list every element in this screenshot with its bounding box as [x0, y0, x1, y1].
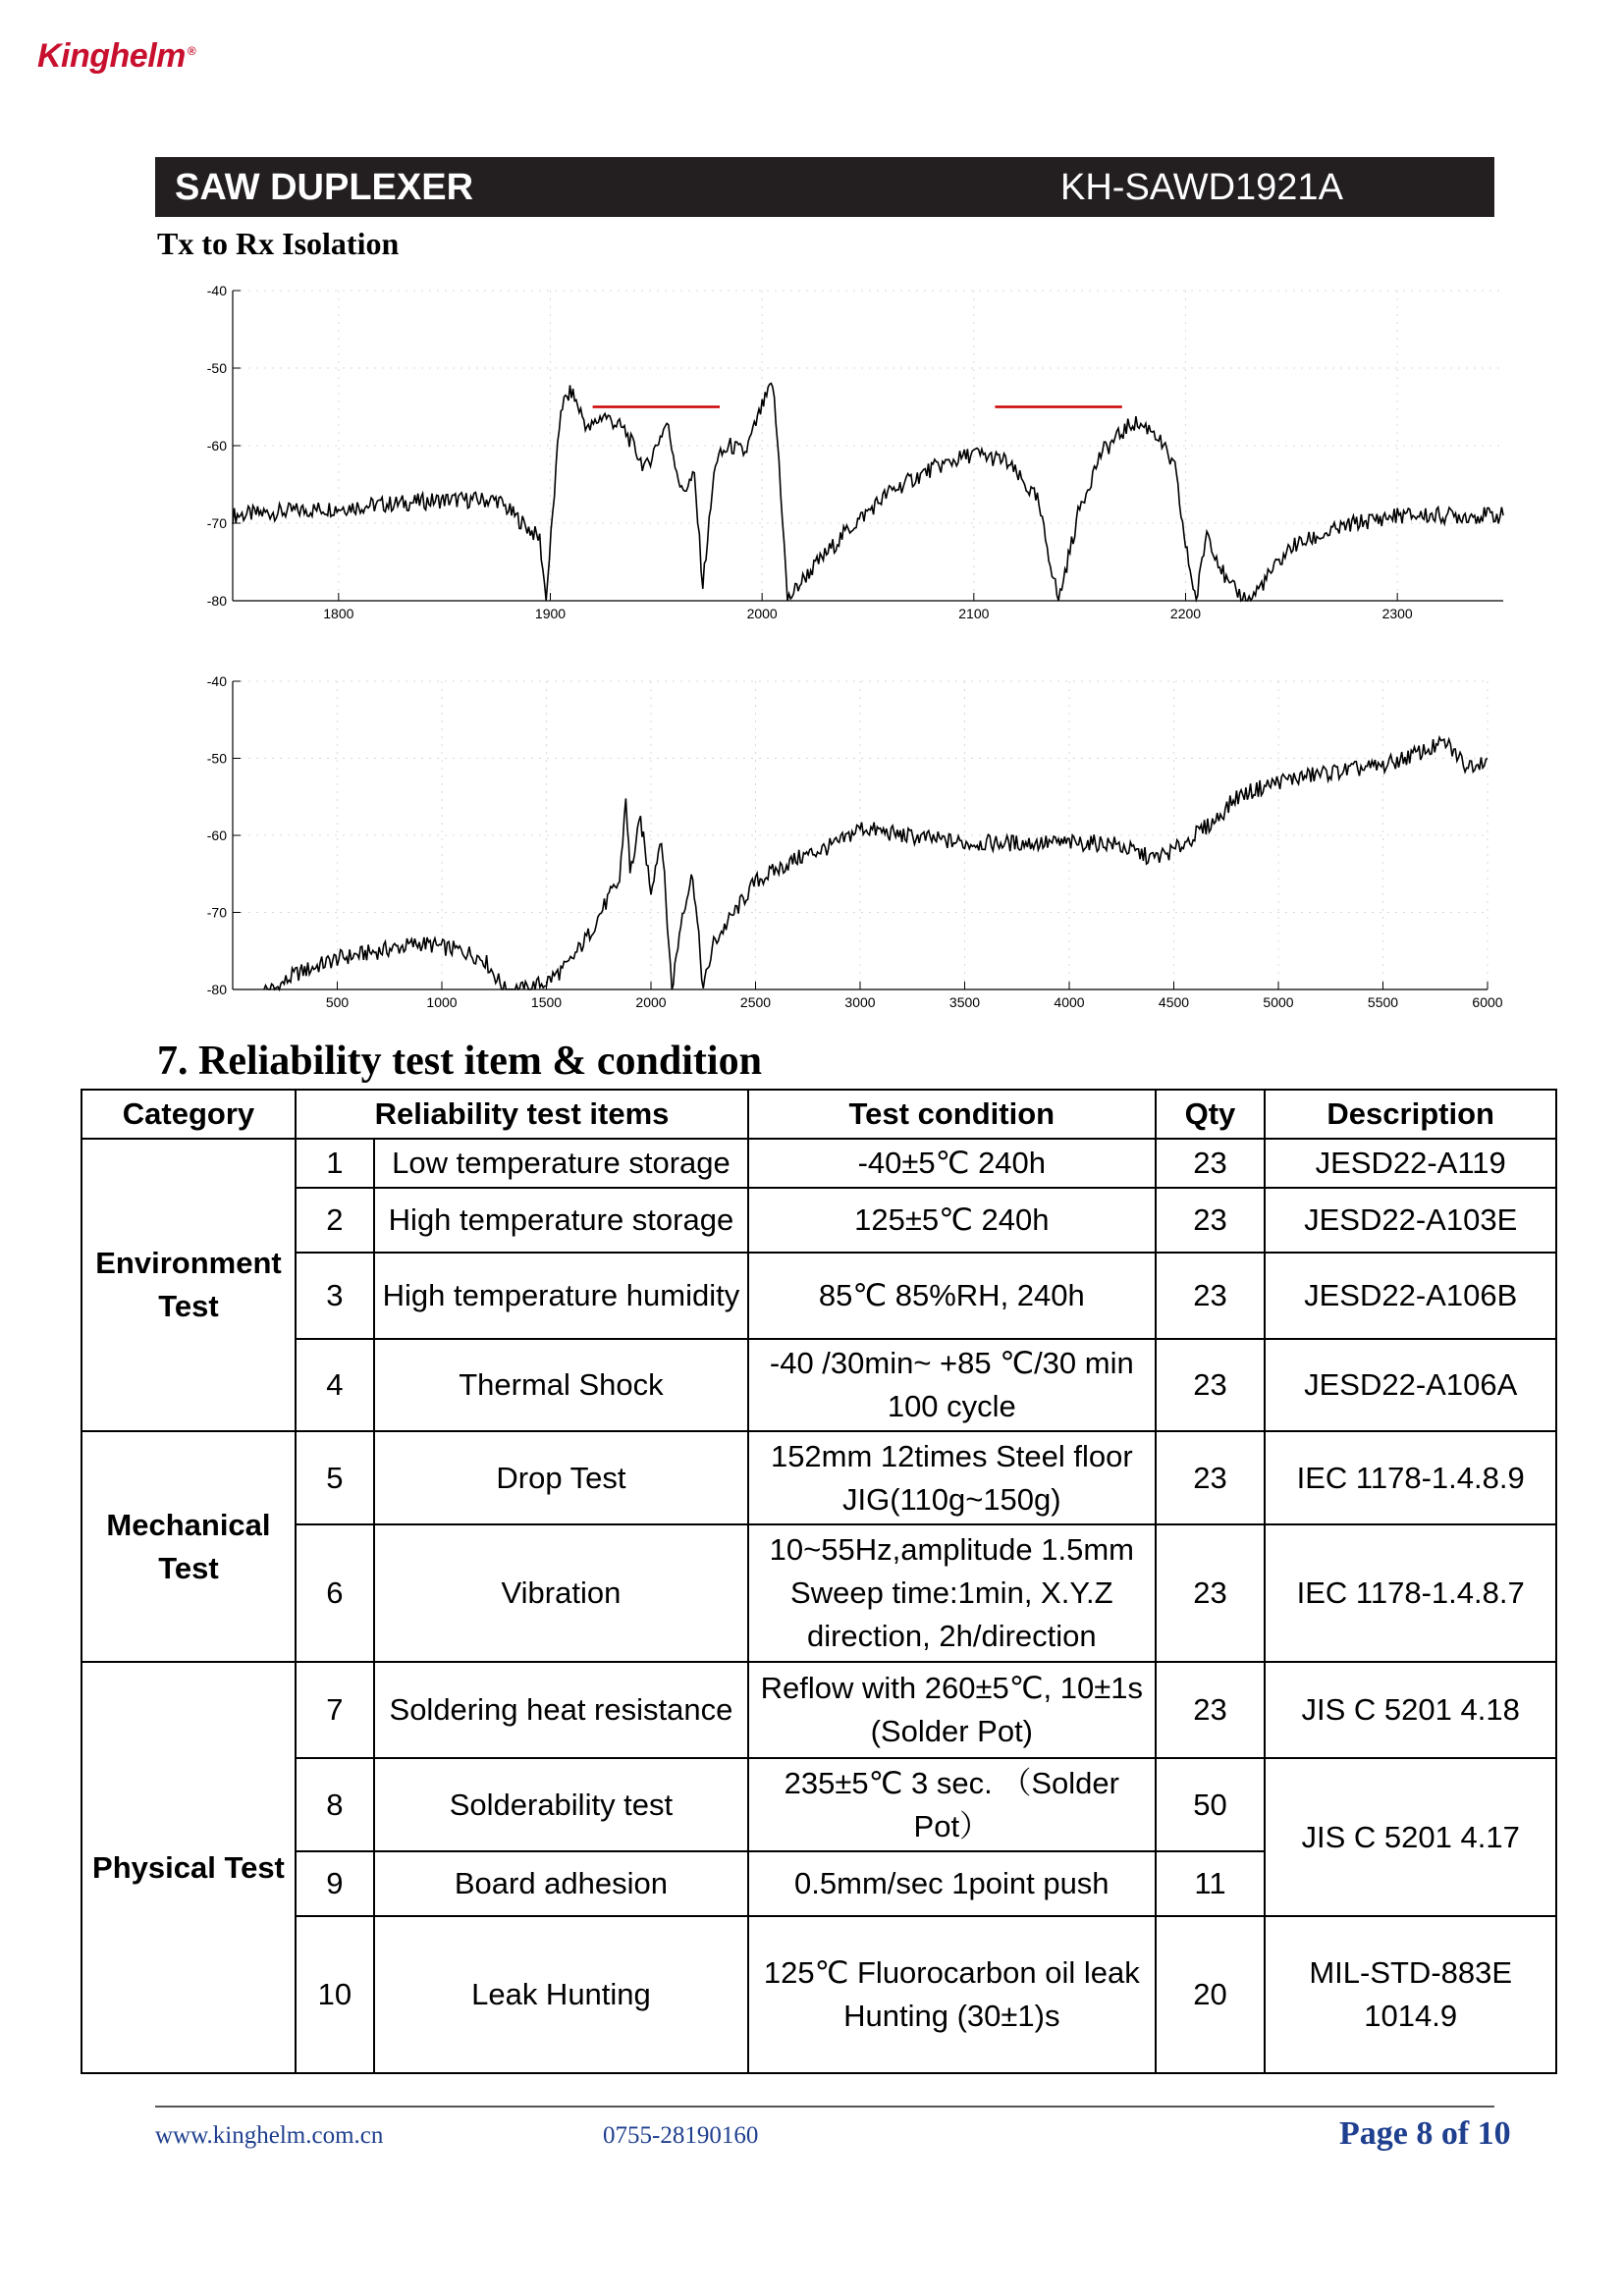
row-description: IEC 1178-1.4.8.9	[1265, 1431, 1556, 1524]
row-qty: 23	[1156, 1253, 1266, 1339]
row-qty: 23	[1156, 1431, 1266, 1524]
table-row	[81, 1916, 1556, 2073]
row-condition: -40±5℃ 240h	[748, 1139, 1156, 1188]
logo-text: Kinghelm	[37, 37, 186, 75]
row-no: 10	[296, 1916, 374, 2073]
row-condition: 10~55Hz,amplitude 1.5mm Sweep time:1min, X.Y.Z direction, 2h/direction	[748, 1524, 1156, 1662]
row-no: 9	[296, 1851, 374, 1916]
table-row	[81, 1188, 1556, 1253]
row-description: JESD22-A106B	[1265, 1253, 1556, 1339]
x-tick-label: 1500	[530, 994, 563, 1010]
row-qty: 20	[1156, 1916, 1266, 2073]
row-condition: 125±5℃ 240h	[748, 1188, 1156, 1253]
row-description: JIS C 5201 4.17	[1265, 1758, 1556, 1916]
series-line	[233, 384, 1503, 602]
x-tick-label: 1800	[323, 606, 354, 621]
row-qty: 23	[1156, 1139, 1266, 1188]
x-tick-label: 1900	[534, 606, 567, 621]
x-tick-label: 2100	[958, 606, 990, 621]
header-category: Category	[81, 1090, 296, 1139]
x-tick-label: 3000	[844, 994, 876, 1010]
row-no: 6	[296, 1524, 374, 1662]
row-item: Vibration	[374, 1524, 748, 1662]
y-tick-label: -80	[206, 593, 227, 609]
row-no: 1	[296, 1139, 374, 1188]
table-header-row	[81, 1090, 1556, 1139]
row-item: High temperature humidity	[374, 1253, 748, 1339]
x-tick-label: 2000	[746, 606, 778, 621]
header-items: Reliability test items	[296, 1090, 748, 1139]
row-condition: 152mm 12times Steel floor JIG(110g~150g)	[748, 1431, 1156, 1524]
row-item: Soldering heat resistance	[374, 1662, 748, 1758]
x-tick-label: 4000	[1054, 994, 1085, 1010]
category-environment: Environment Test	[81, 1139, 296, 1431]
table-row	[81, 1339, 1556, 1431]
row-description: JIS C 5201 4.18	[1265, 1662, 1556, 1758]
x-tick-label: 5500	[1367, 994, 1399, 1010]
part-number: KH-SAWD1921A	[1060, 167, 1343, 208]
table-row	[81, 1662, 1556, 1758]
row-no: 8	[296, 1758, 374, 1851]
table-row	[81, 1524, 1556, 1662]
header-condition: Test condition	[748, 1090, 1156, 1139]
x-tick-label: 2200	[1169, 606, 1202, 621]
y-tick-label: -40	[206, 283, 227, 298]
header-description: Description	[1265, 1090, 1556, 1139]
table-row	[81, 1758, 1556, 1851]
y-tick-label: -80	[206, 982, 227, 997]
row-qty: 11	[1156, 1851, 1266, 1916]
row-qty: 23	[1156, 1188, 1266, 1253]
x-tick-label: 1000	[426, 994, 458, 1010]
footer-divider	[155, 2106, 1494, 2108]
row-condition: 235±5℃ 3 sec. （Solder Pot）	[748, 1758, 1156, 1851]
y-tick-label: -40	[206, 673, 227, 689]
row-item: Low temperature storage	[374, 1139, 748, 1188]
row-no: 4	[296, 1339, 374, 1431]
registered-mark: ®	[187, 43, 196, 58]
row-qty: 23	[1156, 1524, 1266, 1662]
reliability-title: 7. Reliability test item & condition	[157, 1039, 762, 1084]
isolation-title: Tx to Rx Isolation	[157, 226, 400, 261]
category-physical: Physical Test	[81, 1662, 296, 2073]
footer-phone: 0755-28190160	[603, 2122, 759, 2149]
row-qty: 23	[1156, 1662, 1266, 1758]
row-item: Thermal Shock	[374, 1339, 748, 1431]
row-no: 3	[296, 1253, 374, 1339]
row-item: High temperature storage	[374, 1188, 748, 1253]
row-no: 5	[296, 1431, 374, 1524]
row-no: 7	[296, 1662, 374, 1758]
table-row	[81, 1431, 1556, 1524]
x-tick-label: 2500	[739, 994, 772, 1010]
y-tick-label: -70	[206, 904, 227, 921]
row-qty: 23	[1156, 1339, 1266, 1431]
y-tick-label: -70	[206, 515, 227, 531]
y-tick-label: -50	[206, 360, 227, 376]
x-tick-label: 2000	[635, 994, 667, 1010]
series-line	[264, 737, 1488, 989]
reliability-table	[81, 1089, 1557, 2074]
row-item: Leak Hunting	[374, 1916, 748, 2073]
row-no: 2	[296, 1188, 374, 1253]
row-item: Board adhesion	[374, 1851, 748, 1916]
y-tick-label: -60	[206, 438, 227, 454]
x-tick-label: 5000	[1263, 994, 1294, 1010]
x-tick-label: 4500	[1158, 994, 1190, 1010]
row-description: JESD22-A103E	[1265, 1188, 1556, 1253]
y-tick-label: -50	[206, 750, 227, 767]
row-condition: 0.5mm/sec 1point push	[748, 1851, 1156, 1916]
row-item: Solderability test	[374, 1758, 748, 1851]
row-description: IEC 1178-1.4.8.7	[1265, 1524, 1556, 1662]
x-tick-label: 2300	[1381, 606, 1413, 621]
row-description: JESD22-A106A	[1265, 1339, 1556, 1431]
row-condition: -40 /30min~ +85 ℃/30 min 100 cycle	[748, 1339, 1156, 1431]
header-qty: Qty	[1156, 1090, 1266, 1139]
table-row	[81, 1139, 1556, 1188]
y-tick-label: -60	[206, 828, 227, 843]
isolation-charts	[0, 0, 1624, 1031]
table-row	[81, 1253, 1556, 1339]
product-name: SAW DUPLEXER	[175, 167, 474, 208]
row-item: Drop Test	[374, 1431, 748, 1524]
category-mechanical: Mechanical Test	[81, 1431, 296, 1662]
row-description: MIL-STD-883E 1014.9	[1265, 1916, 1556, 2073]
page-number: Page 8 of 10	[1339, 2115, 1511, 2152]
row-qty: 50	[1156, 1758, 1266, 1851]
x-tick-label: 500	[325, 994, 350, 1010]
row-condition: 125℃ Fluorocarbon oil leak Hunting (30±1)s	[748, 1916, 1156, 2073]
x-tick-label: 3500	[948, 994, 981, 1010]
row-condition: 85℃ 85%RH, 240h	[748, 1253, 1156, 1339]
row-condition: Reflow with 260±5℃, 10±1s (Solder Pot)	[748, 1662, 1156, 1758]
footer-url[interactable]: www.kinghelm.com.cn	[155, 2122, 384, 2149]
row-description: JESD22-A119	[1265, 1139, 1556, 1188]
x-tick-label: 6000	[1472, 994, 1503, 1010]
